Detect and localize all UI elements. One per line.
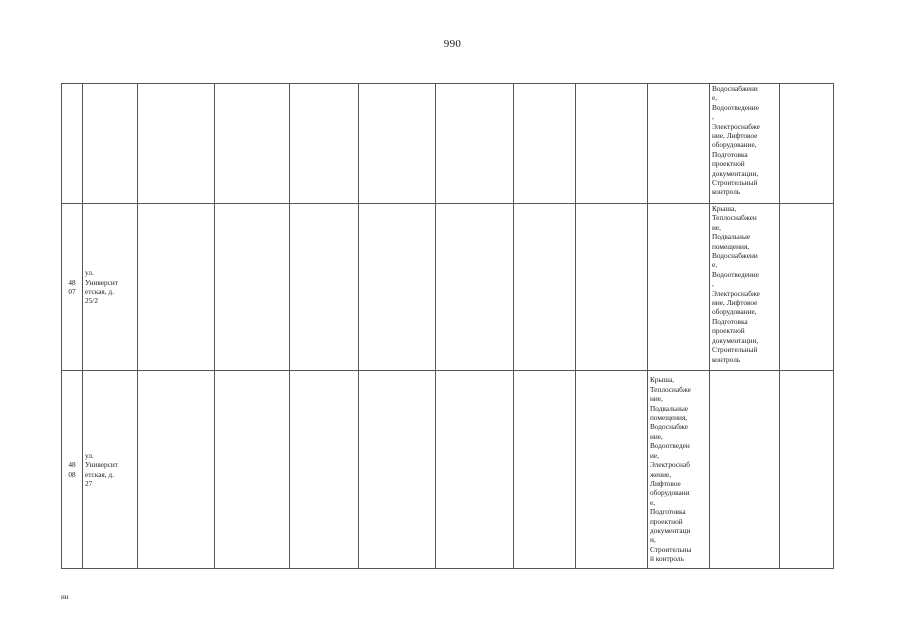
empty-cell <box>290 84 359 204</box>
empty-cell <box>514 371 576 569</box>
empty-cell <box>780 84 834 204</box>
empty-cell <box>780 204 834 371</box>
works-cell: Крыша, Теплоснабжен ие, Подвальные помещения, Водоснабжени е, Водоотведение , Электроснабже ние, Лифтовое оборудование, Подготовка проектной документации, Строительный контроль <box>710 204 780 371</box>
row-number-cell: 48 08 <box>62 371 83 569</box>
register-table <box>61 83 834 569</box>
empty-cell <box>215 204 290 371</box>
works-cell <box>648 84 710 204</box>
works-cell <box>710 371 780 569</box>
address-cell: ул. Университ етская, д. 25/2 <box>83 204 138 371</box>
empty-cell <box>576 204 648 371</box>
page-number: 990 <box>443 38 462 50</box>
table-row <box>62 204 834 371</box>
table-row <box>62 84 834 204</box>
works-cell <box>648 204 710 371</box>
footer-mark: нн <box>61 593 69 601</box>
address-cell <box>83 84 138 204</box>
empty-cell <box>359 371 436 569</box>
empty-cell <box>576 371 648 569</box>
table-row <box>62 371 834 569</box>
row-number-cell <box>62 84 83 204</box>
empty-cell <box>780 371 834 569</box>
empty-cell <box>436 204 514 371</box>
empty-cell <box>514 84 576 204</box>
empty-cell <box>215 84 290 204</box>
empty-cell <box>436 84 514 204</box>
empty-cell <box>436 371 514 569</box>
empty-cell <box>576 84 648 204</box>
works-cell: Водоснабжени е, Водоотведение , Электроснабже ние, Лифтовое оборудование, Подготовка проектной документации, Строительный контроль <box>710 84 780 204</box>
empty-cell <box>359 204 436 371</box>
works-cell: Крыша, Теплоснабже ние, Подвальные помещения, Водоснабже ние, Водоотведен ие, Электроснаб жение, Лифтовое оборудовани е, Подготовка проектной документаци и, Строительны й контроль <box>648 371 710 569</box>
empty-cell <box>138 204 215 371</box>
empty-cell <box>290 204 359 371</box>
row-number-cell: 48 07 <box>62 204 83 371</box>
empty-cell <box>215 371 290 569</box>
empty-cell <box>514 204 576 371</box>
empty-cell <box>359 84 436 204</box>
address-cell: ул. Университ етская, д. 27 <box>83 371 138 569</box>
empty-cell <box>138 371 215 569</box>
empty-cell <box>138 84 215 204</box>
empty-cell <box>290 371 359 569</box>
